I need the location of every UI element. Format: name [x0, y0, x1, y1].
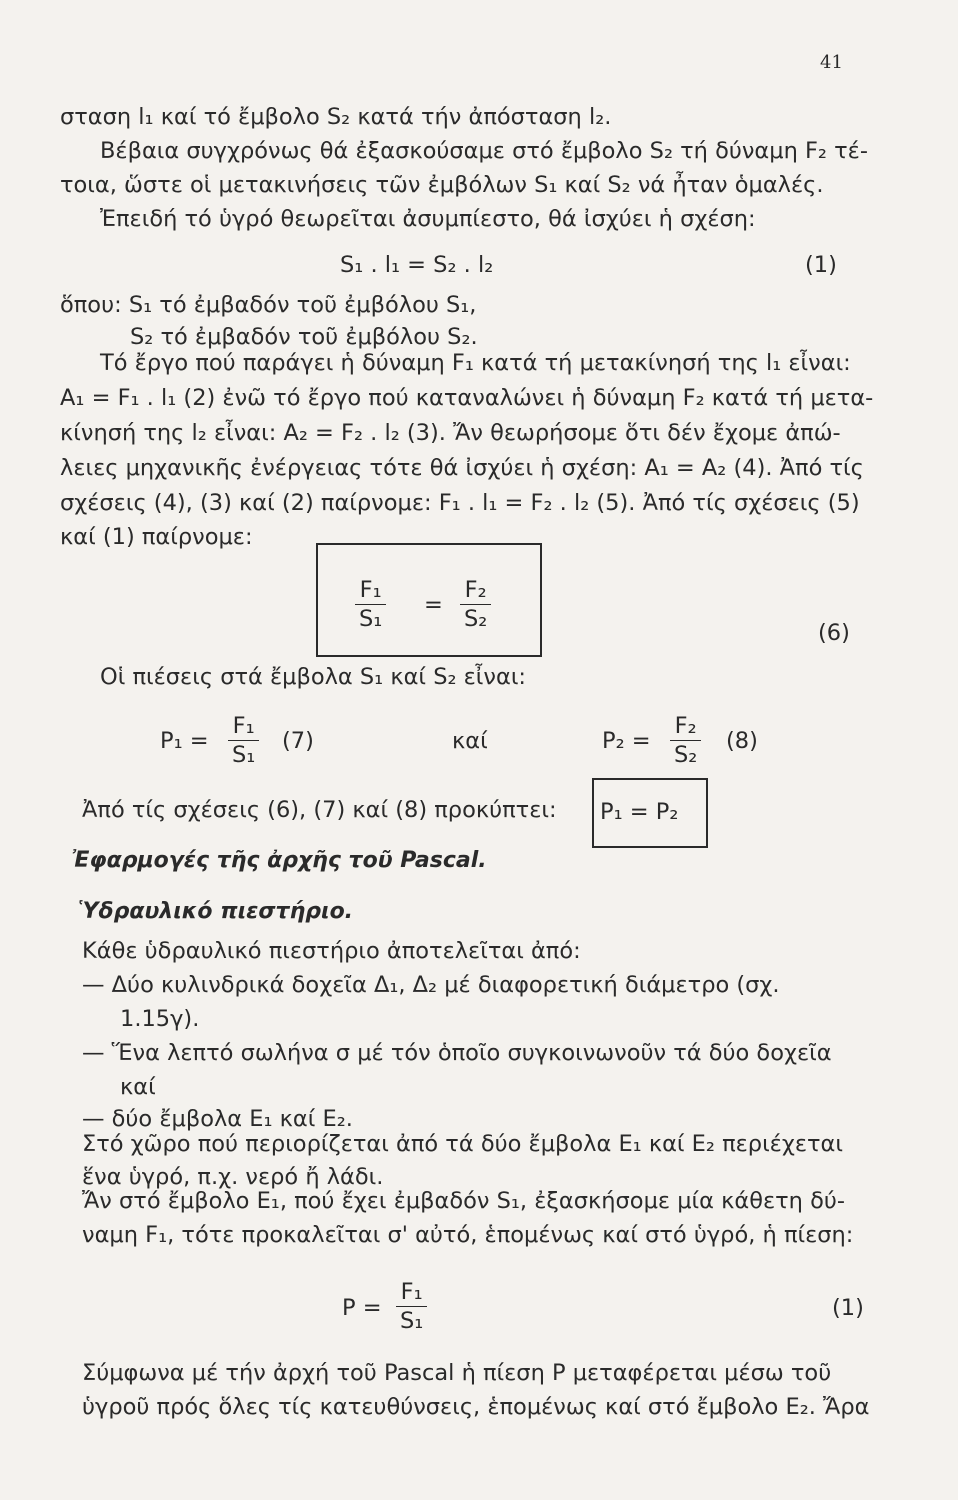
equation-7-label: (7)	[282, 728, 314, 754]
press-intro: Κάθε ὑδραυλικό πιεστήριο ἀποτελεῖται ἀπό:	[82, 938, 581, 964]
press-item-1b: 1.15γ).	[120, 1006, 200, 1032]
equation-8-lhs: P₂ =	[602, 728, 651, 754]
equation-8-fraction	[670, 712, 701, 769]
equation-p-num: F₁	[400, 1279, 423, 1305]
equation-p-fraction	[396, 1278, 427, 1335]
body-line-1: Τό ἔργο πού παράγει ἡ δύναμη F₁ κατά τή μετακίνησή της l₁ εἶναι:	[100, 350, 851, 376]
equation-8-label: (8)	[726, 728, 758, 754]
equation-8-den: S₂	[670, 740, 701, 769]
body-line-3: κίνησή της l₂ εἶναι: A₂ = F₂ . l₂ (3). Ἄν θεωρήσομε ὅτι δέν ἔχομε ἀπώ-	[60, 420, 841, 446]
equation-6-den-right: S₂	[460, 604, 491, 633]
body-line-2: A₁ = F₁ . l₁ (2) ἐνῶ τό ἔργο πού καταναλώνει ἡ δύναμη F₂ κατά τή μετα-	[60, 385, 874, 411]
page-number: 41	[820, 52, 843, 73]
press-para1-line2: ἕνα ὑγρό, π.χ. νερό ἤ λάδι.	[82, 1164, 384, 1190]
equation-7-fraction	[228, 712, 259, 769]
result-line: Ἀπό τίς σχέσεις (6), (7) καί (8) προκύπτει:	[82, 797, 557, 823]
equation-6-equals: =	[424, 592, 443, 618]
equation-p-lhs: P =	[342, 1295, 382, 1321]
closing-line-2: ὑγροῦ πρός ὅλες τίς κατευθύνσεις, ἑπομένως καί στό ἔμβολο E₂. Ἄρα	[82, 1394, 870, 1420]
equation-7-den: S₁	[228, 740, 259, 769]
where-line-2: S₂ τό ἐμβαδόν τοῦ ἐμβόλου S₂.	[130, 324, 478, 350]
conjunction-kai: καί	[452, 728, 488, 754]
heading-pascal-applications: Ἐφαρμογές τῆς ἀρχῆς τοῦ Pascal.	[72, 848, 487, 873]
closing-line-1: Σύμφωνα μέ τήν ἀρχή τοῦ Pascal ἡ πίεση P μεταφέρεται μέσω τοῦ	[82, 1360, 832, 1386]
equation-7-num: F₁	[232, 713, 255, 739]
body-line-4: λειες μηχανικῆς ἐνέργειας τότε θά ἰσχύει ἡ σχέση: A₁ = A₂ (4). Ἀπό τίς	[60, 455, 864, 481]
press-para1-line1: Στό χῶρο πού περιορίζεται ἀπό τά δύο ἔμβολα E₁ καί E₂ περιέχεται	[82, 1131, 843, 1157]
press-item-1a: — Δύο κυλινδρικά δοχεῖα Δ₁, Δ₂ μέ διαφορετική διάμετρο (σχ.	[82, 972, 780, 998]
equation-1-label: (1)	[805, 252, 837, 278]
pressures-line: Οἱ πιέσεις στά ἔμβολα S₁ καί S₂ εἶναι:	[100, 664, 527, 690]
where-line-1: ὅπου: S₁ τό ἐμβαδόν τοῦ ἐμβόλου S₁,	[60, 292, 477, 318]
equation-p-label: (1)	[832, 1295, 864, 1321]
equation-8-num: F₂	[674, 713, 697, 739]
press-para2-line1: Ἄν στό ἔμβολο E₁, πού ἔχει ἐμβαδόν S₁, ἐξασκήσομε μία κάθετη δύ-	[82, 1188, 845, 1214]
intro-line-4: Ἐπειδή τό ὑγρό θεωρεῖται ἀσυμπίεστο, θά ἰσχύει ἡ σχέση:	[100, 206, 756, 232]
press-item-3: — δύο ἔμβολα E₁ καί E₂.	[82, 1106, 353, 1132]
press-para2-line2: ναμη F₁, τότε προκαλεῖται σ' αὐτό, ἑπομένως καί στό ὑγρό, ἡ πίεση:	[82, 1222, 854, 1248]
equation-6-num-left: F₁	[359, 577, 382, 603]
intro-line-2: Βέβαια συγχρόνως θά ἐξασκούσαμε στό ἔμβολο S₂ τή δύναμη F₂ τέ-	[100, 138, 868, 164]
equation-6-left-fraction	[355, 576, 386, 633]
equation-7-lhs: P₁ =	[160, 728, 209, 754]
equation-6-right-fraction	[460, 576, 491, 633]
body-line-5: σχέσεις (4), (3) καί (2) παίρνομε: F₁ . l₁ = F₂ . l₂ (5). Ἀπό τίς σχέσεις (5)	[60, 490, 860, 516]
intro-line-3: τοια, ὥστε οἱ μετακινήσεις τῶν ἐμβόλων S₁ καί S₂ νά ἦταν ὁμαλές.	[60, 172, 824, 198]
equation-6-num-right: F₂	[464, 577, 487, 603]
equation-1: S₁ . l₁ = S₂ . l₂	[340, 252, 494, 278]
result-equation: P₁ = P₂	[600, 799, 679, 825]
intro-line-1: σταση l₁ καί τό ἔμβολο S₂ κατά τήν ἀπόσταση l₂.	[60, 104, 612, 130]
equation-6-label: (6)	[818, 620, 850, 646]
equation-p-den: S₁	[396, 1306, 427, 1335]
press-item-2b: καί	[120, 1074, 156, 1100]
press-item-2a: — Ἕνα λεπτό σωλήνα σ μέ τόν ὁποῖο συγκοινωνοῦν τά δύο δοχεῖα	[82, 1040, 832, 1066]
heading-hydraulic-press: Ὑδραυλικό πιεστήριο.	[78, 899, 354, 924]
equation-6-den-left: S₁	[355, 604, 386, 633]
body-line-6: καί (1) παίρνομε:	[60, 524, 253, 550]
